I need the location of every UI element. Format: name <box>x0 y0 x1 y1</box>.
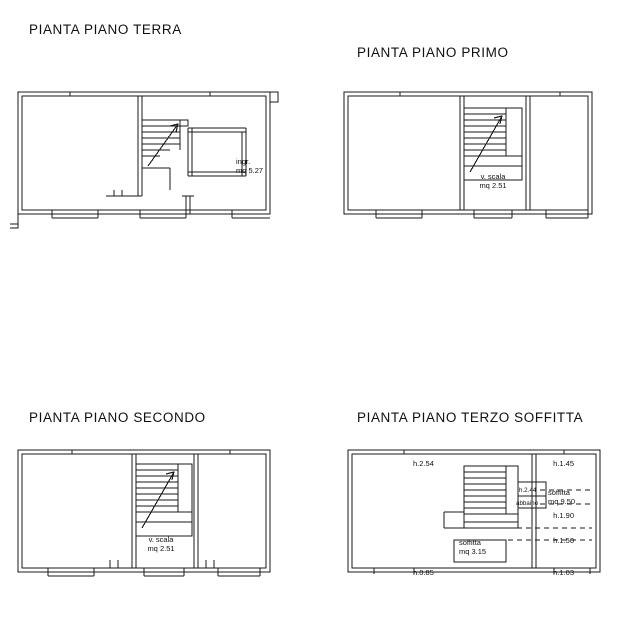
annotation-h-244: h.2.44 <box>519 487 537 494</box>
plan-drawing-piano-primo <box>340 80 610 240</box>
annotation-h-254: h.2.54 <box>413 459 434 468</box>
plan-title-piano-terra: PIANTA PIANO TERRA <box>29 22 182 37</box>
plan-piano-terzo-soffitta <box>320 370 621 617</box>
annotation-h-085: h.0.85 <box>413 568 434 577</box>
annotation-abbaino: abbaino <box>516 500 539 507</box>
plan-drawing-piano-secondo <box>14 442 286 602</box>
plan-title-piano-secondo: PIANTA PIANO SECONDO <box>29 410 206 425</box>
annotation-v-scala-primo: v. scala mq 2.51 <box>479 172 507 190</box>
plan-piano-terra <box>0 0 300 250</box>
annotation-h-150: h.1.50 <box>553 536 574 545</box>
annotation-h-190: h.1.90 <box>553 511 574 520</box>
plan-drawing-piano-terzo <box>344 442 616 602</box>
annotation-h-103: h.1.03 <box>553 568 574 577</box>
annotation-ingr: ingr. mq 5.27 <box>236 157 264 175</box>
plan-title-piano-terzo: PIANTA PIANO TERZO SOFFITTA <box>357 410 584 425</box>
plan-piano-primo <box>320 0 620 250</box>
plan-title-piano-primo: PIANTA PIANO PRIMO <box>357 45 509 60</box>
annotation-soffitta-315: soffitta mq 3.15 <box>459 538 487 556</box>
annotation-v-scala-secondo: v. scala mq 2.51 <box>147 535 175 553</box>
annotation-soffitta-950: soffitta mq 9.50 <box>548 488 576 506</box>
plan-piano-secondo <box>0 370 300 617</box>
annotation-h-145: h.1.45 <box>553 459 574 468</box>
